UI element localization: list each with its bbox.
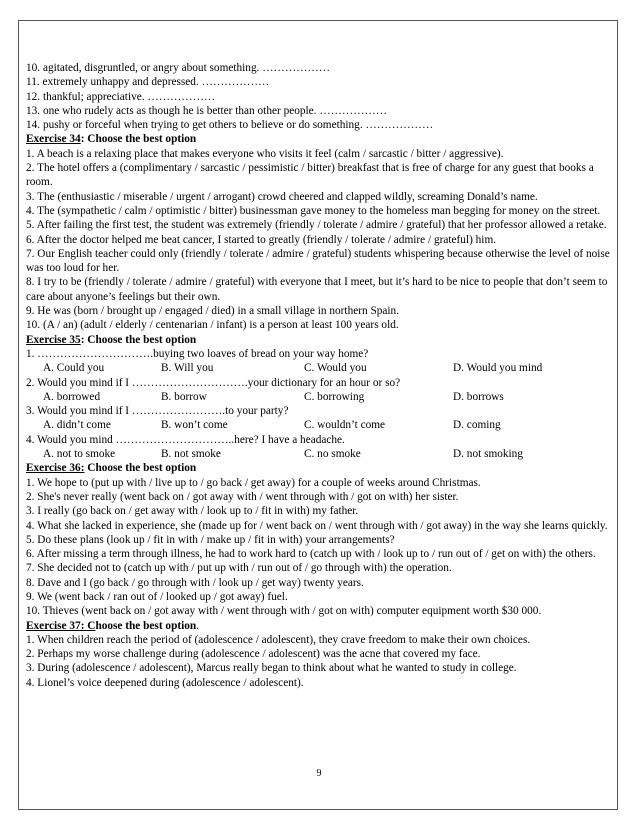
- exercise-37-period: .: [196, 619, 200, 632]
- list-item: 9. He was (born / brought up / engaged / died) in a small village in northern Spain.: [26, 305, 400, 318]
- answer-options: [26, 390, 616, 404]
- option-c: C. wouldn’t come: [304, 419, 386, 432]
- list-item: 11. extremely unhappy and depressed. ………………: [26, 76, 270, 89]
- list-item: 1. A beach is a relaxing place that makes everyone who visits it feel (calm / sarcastic / bitter / aggressive).: [26, 147, 504, 160]
- list-item: 6. After missing a term through illness, he had to work hard to (catch up with / look up to / run out of / get on with) the others.: [26, 548, 596, 561]
- option-d: D. not smoking: [453, 448, 523, 461]
- exercise-37-list: [26, 633, 616, 690]
- answer-options: [26, 418, 616, 432]
- option-a: A. didn’t come: [43, 419, 111, 432]
- list-item: 14. pushy or forceful when trying to get others to believe or do something. ………………: [26, 119, 434, 132]
- exercise-36-heading: [26, 461, 616, 475]
- list-item: 8. Dave and I (go back / go through with / look up / get way) twenty years.: [26, 576, 364, 589]
- exercise-34-list: [26, 147, 616, 333]
- exercise-37-heading: [26, 619, 616, 633]
- option-a: A. not to smoke: [43, 448, 116, 461]
- exercise-37-label: Exercise 37: C: [26, 619, 96, 632]
- list-item: 1. We hope to (put up with / live up to / go back / get away) for a couple of weeks around Christmas.: [26, 476, 481, 489]
- list-item: 9. We (went back / ran out of / looked up / got away) fuel.: [26, 590, 288, 603]
- list-item: 6. After the doctor helped me beat cancer, I started to greatly (friendly / tolerate / admire / grateful) him.: [26, 233, 497, 246]
- exercise-34-instruction: : Choose the best option: [80, 133, 197, 146]
- list-item: 4. The (sympathetic / calm / optimistic / bitter) businessman gave money to the homeless man begging for money on the street.: [26, 204, 601, 217]
- option-c: C. Would you: [304, 362, 367, 375]
- list-item: 4. Lionel’s voice deepened during (adolescence / adolescent).: [26, 676, 304, 689]
- option-d: D. Would you mind: [453, 362, 543, 375]
- document-body: [26, 61, 616, 690]
- question-text: 2. Would you mind if I ………………………….your dictionary for an hour or so?: [26, 376, 401, 389]
- option-c: C. borrowing: [304, 390, 365, 403]
- list-item: 3. During (adolescence / adolescent), Marcus really began to think about what he wanted to study in college.: [26, 662, 517, 675]
- list-item: 1. When children reach the period of (adolescence / adolescent), they crave freedom to make their own choices.: [26, 633, 531, 646]
- list-item: 2. The hotel offers a (complimentary / sarcastic / pessimistic / bitter) breakfast that is free of charge for any guest that books a room.: [26, 162, 594, 189]
- option-d: D. borrows: [453, 390, 504, 403]
- option-a: A. borrowed: [43, 390, 101, 403]
- list-item: 3. I really (go back on / get away with / look up to / fit in with) my father.: [26, 505, 359, 518]
- list-item: 12. thankful; appreciative. ………………: [26, 90, 216, 103]
- list-item: 3. The (enthusiastic / miserable / urgent / arrogant) crowd cheered and clapped wildly, screaming Donald’s name.: [26, 190, 538, 203]
- list-item: 2. She's never really (went back on / got away with / went through with / got on with) her sister.: [26, 490, 459, 503]
- list-item: 7. She decided not to (catch up with / put up with / run out of / go through with) the operation.: [26, 562, 452, 575]
- option-b: B. Will you: [161, 362, 214, 375]
- answer-options: [26, 447, 616, 461]
- list-item: 10. agitated, disgruntled, or angry about something. ………………: [26, 62, 331, 74]
- list-item: 13. one who rudely acts as though he is better than other people. ………………: [26, 104, 388, 117]
- option-b: B. won’t come: [161, 419, 228, 432]
- option-a: A. Could you: [43, 362, 105, 375]
- list-item: 5. Do these plans (look up / fit in with / make up / fit in with) your arrangements?: [26, 533, 395, 546]
- list-item: 2. Perhaps my worse challenge during (adolescence / adolescent) was the acne that covered my face.: [26, 648, 481, 661]
- exercise-35-instruction: : Choose the best option: [80, 333, 197, 346]
- list-item: 10. (A / an) (adult / elderly / centenarian / infant) is a person at least 100 years old.: [26, 319, 399, 332]
- option-d: D. coming: [453, 419, 501, 432]
- question-text: 1. ………………………….buying two loaves of bread on your way home?: [26, 347, 369, 360]
- top-list: [26, 61, 616, 132]
- exercise-35-heading: [26, 333, 616, 347]
- list-item: 5. After failing the first test, the student was extremely (friendly / tolerate / admire / grateful) that her professor allowed a retake.: [26, 219, 607, 232]
- list-item: 4. What she lacked in experience, she (made up for / went back on / went through with / got away) in the way she learns quickly.: [26, 519, 608, 532]
- exercise-36-list: [26, 476, 616, 619]
- exercise-34-heading: [26, 132, 616, 146]
- list-item: 8. I try to be (friendly / tolerate / admire / grateful) with everyone that I meet, but it’s hard to be nice to people that don’t seem to care about anyone’s feelings but their own.: [26, 276, 608, 303]
- exercise-35-label: Exercise 35: [26, 333, 81, 346]
- page-number: 9: [316, 768, 322, 779]
- exercise-34-label: Exercise 34: [26, 133, 81, 146]
- list-item: 10. Thieves (went back on / got away with / went through with / got on with) computer equipment worth $30 000.: [26, 605, 542, 618]
- answer-options: [26, 361, 616, 375]
- exercise-36-label: Exercise 36:: [26, 462, 85, 475]
- option-b: B. not smoke: [161, 448, 221, 461]
- question-text: 4. Would you mind …………………………..here? I have a headache.: [26, 433, 345, 446]
- option-c: C. no smoke: [304, 448, 361, 461]
- exercise-36-instruction: Choose the best option: [84, 462, 197, 475]
- list-item: 7. Our English teacher could only (friendly / tolerate / admire / grateful) students whispering because otherwise the level of noise was too loud for her.: [26, 247, 610, 275]
- exercise-37-instruction: hoose the best option: [95, 619, 197, 632]
- question-text: 3. Would you mind if I …………………….to your party?: [26, 405, 289, 418]
- exercise-35-list: [26, 347, 616, 461]
- option-b: B. borrow: [161, 390, 207, 403]
